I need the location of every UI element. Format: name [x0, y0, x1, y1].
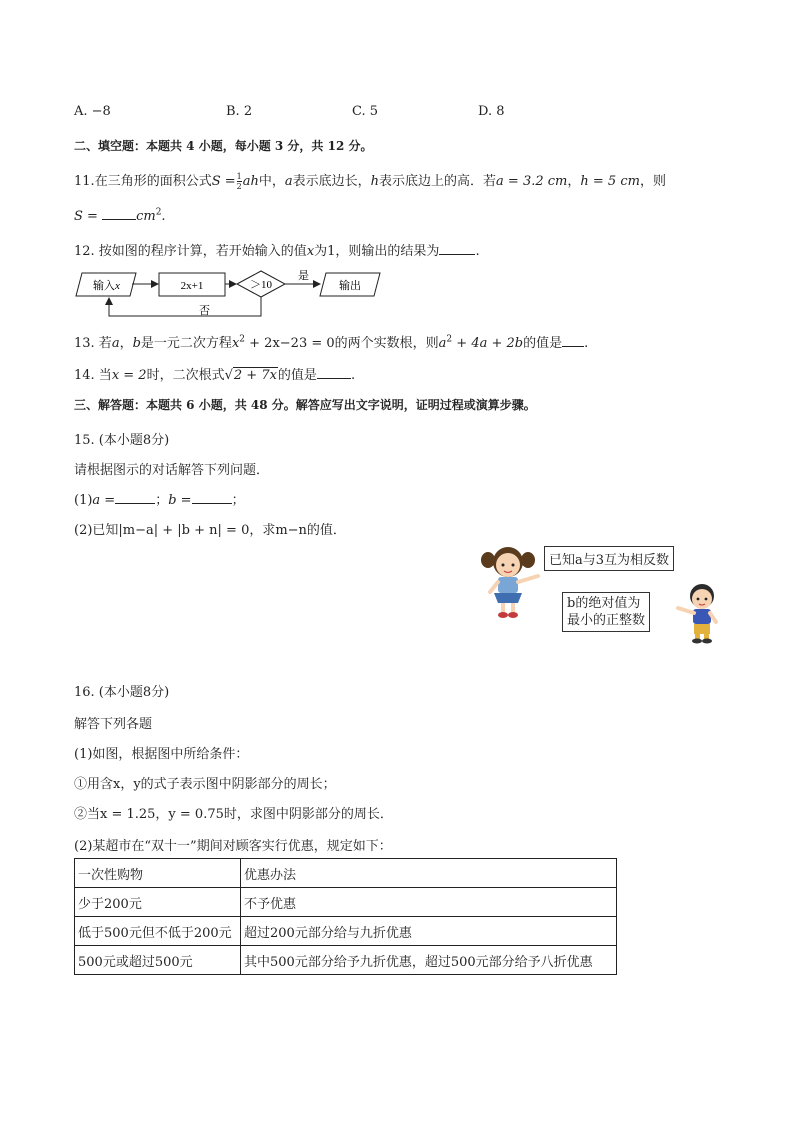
table-cell: 低于500元但不低于200元: [75, 917, 241, 946]
decision-label: ＞10: [250, 279, 272, 291]
table-cell: 一次性购物: [75, 859, 241, 888]
question-16-part-2: (2)某超市在“双十一”期间对顾客实行优惠，规定如下：: [74, 839, 392, 854]
boy-figure: [670, 582, 730, 644]
question-16-part-1: (1)如图，根据图中所给条件：: [74, 747, 249, 762]
discount-table: [74, 858, 617, 975]
table-cell: 500元或超过500元: [75, 946, 241, 975]
no-label: 否: [199, 305, 210, 317]
option-b: B. 2: [226, 104, 253, 119]
question-12: 12. 按如图的程序计算，若开始输入的值x为1，则输出的结果为 .: [74, 244, 480, 259]
question-16-title: 16. (本小题8分): [74, 685, 170, 700]
question-11: 11.在三角形的面积公式S = $\frac{1}{2}$ ah中，a表示底边长，h表示底边上的高．若a = 3.2 cm，h = 5 cm，则: [74, 172, 666, 191]
question-15-title: 15. (本小题8分): [74, 433, 170, 448]
question-15-part-2: (2)已知|m−a| + |b + n| = 0，求m−n的值．: [74, 523, 346, 538]
table-row: [75, 946, 617, 975]
section-3-heading: 三、解答题：本题共 6 小题，共 48 分。解答应写出文字说明，证明过程或演算步骤。: [74, 398, 536, 412]
flowchart: [74, 268, 394, 320]
fraction-one-half: $\frac{1}{2}$: [236, 172, 242, 191]
process-label: 2x+1: [180, 280, 204, 292]
table-row: [75, 888, 617, 917]
option-c: C. 5: [352, 104, 379, 119]
question-16-part-1-ii: ②当x = 1.25，y = 0.75时，求图中阴影部分的周长．: [74, 807, 393, 822]
table-cell: 不予优惠: [241, 888, 617, 917]
question-15-part-1: (1)a = ；b = ；: [74, 493, 245, 508]
table-row: [75, 917, 617, 946]
table-cell: 优惠办法: [241, 859, 617, 888]
input-label: 输入x: [93, 280, 120, 292]
answer-blank-b[interactable]: [192, 491, 232, 504]
answer-blank[interactable]: [102, 207, 136, 220]
flow-arrow-no: [109, 297, 261, 316]
yes-label: 是: [298, 270, 309, 282]
section-2-heading: 二、填空题：本题共 4 小题，每小题 3 分，共 12 分。: [74, 139, 373, 153]
table-cell: 少于200元: [75, 888, 241, 917]
table-cell: 其中500元部分给予九折优惠，超过500元部分给予八折优惠: [241, 946, 617, 975]
speech-bubble-boy: b的绝对值为 最小的正整数: [562, 592, 650, 632]
table-cell: 超过200元部分给与九折优惠: [241, 917, 617, 946]
option-d: D. 8: [478, 104, 505, 119]
sqrt-sign: √: [224, 368, 233, 383]
speech-bubble-girl: 已知a与3互为相反数: [544, 546, 674, 571]
question-16-part-1-i: ①用含x，y的式子表示图中阴影部分的周长；: [74, 777, 336, 792]
answer-blank[interactable]: [439, 242, 475, 255]
question-14: 14. 当x = 2时，二次根式√2 + 7x的值是 .: [74, 368, 356, 383]
answer-blank-a[interactable]: [115, 491, 155, 504]
output-label: 输出: [339, 280, 361, 292]
girl-figure: [478, 540, 548, 620]
question-11-answer: $S = cm^2$.: [74, 207, 166, 224]
question-16-intro: 解答下列各题: [74, 717, 153, 732]
answer-blank[interactable]: [562, 334, 584, 347]
question-15-intro: 请根据图示的对话解答下列问题．: [74, 463, 270, 478]
answer-blank[interactable]: [317, 366, 351, 379]
option-a: A. −8: [74, 104, 111, 119]
table-row: [75, 859, 617, 888]
question-13: 13. 若a，b是一元二次方程$x^2 + 2x-23 = 0$的两个实数根，则$a^2 + 4a + 2b$的值是 .: [74, 334, 589, 351]
